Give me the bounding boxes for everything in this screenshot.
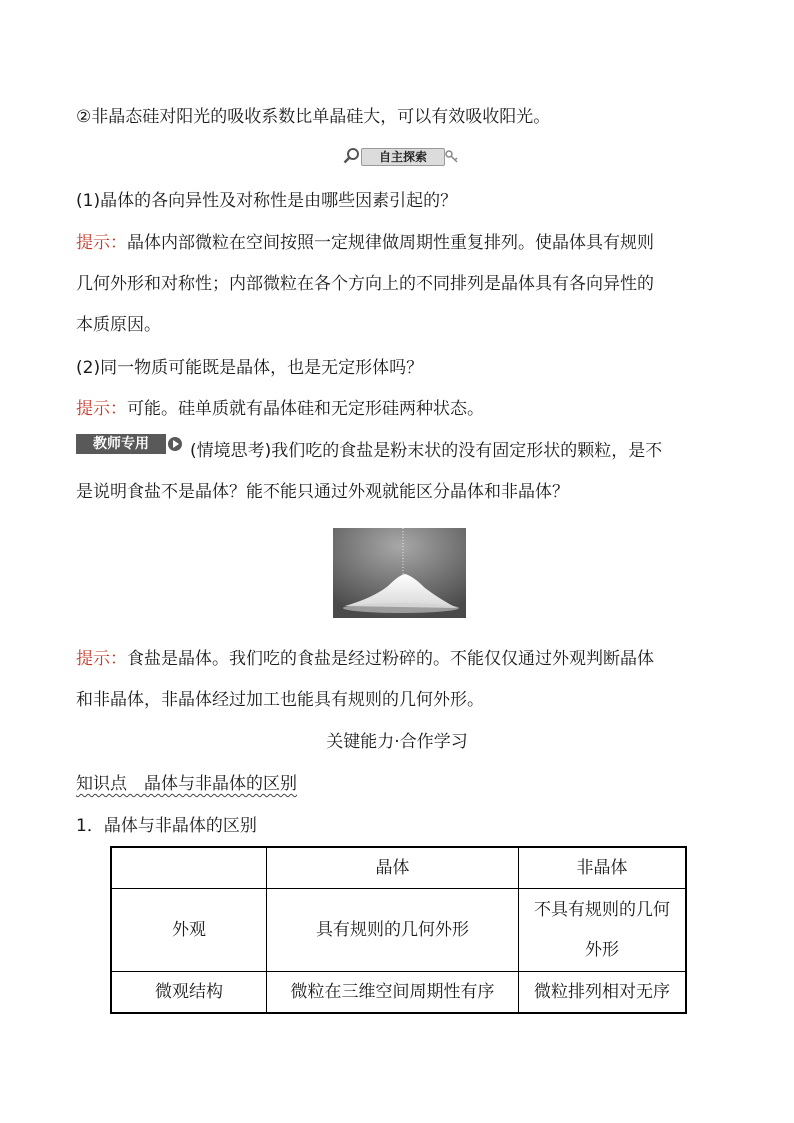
section-title: 关键能力·合作学习 <box>326 732 468 752</box>
key-icon <box>445 150 459 164</box>
paragraph-amorphous-si: ②非晶态硅对阳光的吸收系数比单晶硅大，可以有效吸收阳光。 <box>76 107 551 127</box>
table-cell: 不具有规则的几何 外形 <box>519 889 687 972</box>
banner-label: 自主探索 <box>361 148 445 166</box>
comparison-table <box>110 846 687 1014</box>
table-header-row <box>111 847 686 889</box>
teacher-only-badge <box>76 434 182 454</box>
table-header-cell: 晶体 <box>267 847 519 889</box>
table-header-cell <box>111 847 267 889</box>
answer-1-line-1: 提示：晶体内部微粒在空间按照一定规律做周期性重复排列。使晶体具有规则 <box>76 233 654 253</box>
table-cell: 微粒在三维空间周期性有序 <box>267 972 519 1014</box>
table-header-cell: 非晶体 <box>519 847 687 889</box>
item-1-heading: 1．晶体与非晶体的区别 <box>76 816 257 836</box>
play-arrow-icon <box>168 437 182 451</box>
answer-1-line-2: 几何外形和对称性；内部微粒在各个方向上的不同排列是晶体具有各向异性的 <box>76 274 654 294</box>
answer-3-line-2: 和非晶体，非晶体经过加工也能具有规则的几何外形。 <box>76 690 484 710</box>
table-row <box>111 972 686 1014</box>
hint-label: 提示： <box>76 233 127 253</box>
magnifier-icon <box>343 147 361 165</box>
hint-label: 提示： <box>76 399 127 419</box>
table-cell: 具有规则的几何外形 <box>267 889 519 972</box>
answer-1-line-3: 本质原因。 <box>76 315 161 335</box>
table-row <box>111 889 686 972</box>
answer-2: 提示：可能。硅单质就有晶体硅和无定形硅两种状态。 <box>76 399 484 419</box>
table-cell: 外观 <box>111 889 267 972</box>
table-cell: 微粒排列相对无序 <box>519 972 687 1014</box>
answer-3-line-1: 提示：食盐是晶体。我们吃的食盐是经过粉碎的。不能仅仅通过外观判断晶体 <box>76 649 654 669</box>
question-1: (1)晶体的各向异性及对称性是由哪些因素引起的？ <box>76 191 458 211</box>
question-3-line-2: 是说明食盐不是晶体？能不能只通过外观就能区分晶体和非晶体？ <box>76 482 569 502</box>
salt-pile-photo <box>333 528 466 618</box>
teacher-label: 教师专用 <box>76 434 166 454</box>
hint-label: 提示： <box>76 649 127 669</box>
table-cell: 微观结构 <box>111 972 267 1014</box>
question-2: (2)同一物质可能既是晶体，也是无定形体吗？ <box>76 358 424 378</box>
knowledge-point-heading: 知识点 晶体与非晶体的区别 <box>76 774 297 794</box>
question-3-line-1: (情境思考)我们吃的食盐是粉末状的没有固定形状的颗粒，是不 <box>190 441 663 461</box>
